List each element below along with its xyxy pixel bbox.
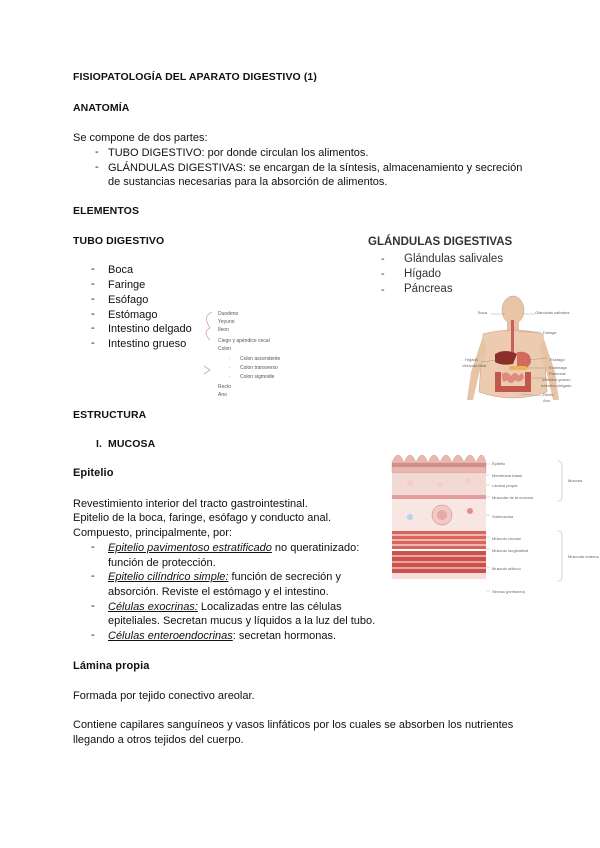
note-label: Recto xyxy=(218,384,232,390)
tubo-item: Intestino grueso xyxy=(108,338,187,350)
intro-text: Se compone de dos partes: xyxy=(73,132,208,144)
heading-elementos: ELEMENTOS xyxy=(73,205,140,217)
dash: - xyxy=(91,541,95,553)
wall-label: Muscular de la mucosa xyxy=(492,495,534,500)
lamina-line: Formada por tejido conectivo areolar. xyxy=(73,690,255,702)
epi-item xyxy=(108,541,359,556)
epi-item-cont: epiteliales. Secretan mucus y líquidos a la luz del tubo. xyxy=(108,615,376,627)
heading-glandulas: GLÁNDULAS DIGESTIVAS xyxy=(368,236,513,248)
note-label: Ciego y apéndice cecal xyxy=(218,338,270,344)
dash: - xyxy=(91,322,95,334)
tubo-item: Faringe xyxy=(108,279,146,291)
dash: - xyxy=(381,253,385,265)
note-label: Yeyuno xyxy=(218,319,235,325)
heading-mucosa: MUCOSA xyxy=(108,438,156,450)
section-number: I. xyxy=(96,438,103,450)
epi-item xyxy=(108,600,342,615)
dash: - xyxy=(381,268,385,280)
epitelio-line: Epitelio de la boca, faringe, esófago y conducto anal. xyxy=(73,512,332,524)
body-label: Estómago xyxy=(549,365,568,370)
wall-label: Serosa (peritoneo) xyxy=(492,589,526,594)
note-label: · xyxy=(229,356,231,362)
lamina-paragraph: Contiene capilares sanguíneos y vasos linfáticos por los cuales se absorben los nutrientes xyxy=(73,719,514,731)
part-glandulas-cont: de sustancias necesarias para la absorción de alimentos. xyxy=(108,176,388,188)
body-label: Intestino grueso xyxy=(542,377,571,382)
dash: - xyxy=(91,600,95,612)
dash: - xyxy=(91,263,95,275)
epi-rest: : secretan hormonas. xyxy=(232,630,337,642)
document-title: FISIOPATOLOGÍA DEL APARATO DIGESTIVO (1) xyxy=(73,71,317,83)
glandula-item: Glándulas salivales xyxy=(404,253,504,265)
epi-rest: función de secreción y xyxy=(228,571,341,583)
heading-tubo-digestivo: TUBO DIGESTIVO xyxy=(73,235,165,247)
epi-term: Epitelio cilíndrico simple: xyxy=(108,571,229,583)
wall-label: Músculo oblicuo xyxy=(492,566,521,571)
note-label: · xyxy=(229,374,231,380)
note-label: Ano xyxy=(218,392,227,398)
gi-wall-cross-section xyxy=(390,445,590,600)
dash: - xyxy=(91,570,95,582)
dash: - xyxy=(95,161,99,173)
note-label: Colon sigmoide xyxy=(240,374,275,380)
tubo-item: Intestino delgado xyxy=(108,323,192,335)
part-tubo: TUBO DIGESTIVO: por donde circulan los alimentos. xyxy=(108,147,369,159)
body-label: Glándulas salivales xyxy=(535,310,570,315)
note-label: Colon xyxy=(218,346,232,352)
note-label: Íleon xyxy=(218,327,229,333)
tubo-item: Boca xyxy=(108,264,134,276)
wall-label: Muscular externa xyxy=(568,554,599,559)
dash: - xyxy=(91,629,95,641)
dash: - xyxy=(91,337,95,349)
heading-lamina-propia: Lámina propia xyxy=(73,660,150,672)
epitelio-line: Compuesto, principalmente, por: xyxy=(73,527,232,539)
body-label: Boca xyxy=(478,310,488,315)
heading-epitelio: Epitelio xyxy=(73,467,114,479)
heading-anatomia: ANATOMÍA xyxy=(73,102,130,114)
wall-label: Membrana basal xyxy=(492,473,522,478)
epi-item-cont: absorción. Reviste el estómago y el intestino. xyxy=(108,586,329,598)
dash: - xyxy=(95,146,99,158)
note-label: Colon ascendente xyxy=(240,356,281,362)
dash: - xyxy=(91,308,95,320)
body-label: Faringe xyxy=(543,330,557,335)
part-glandulas: GLÁNDULAS DIGESTIVAS: se encargan de la síntesis, almacenamiento y secreción xyxy=(108,162,523,174)
dash: - xyxy=(381,284,385,296)
heading-estructura: ESTRUCTURA xyxy=(73,409,147,421)
wall-label: Submucosa xyxy=(492,514,514,519)
note-label: · xyxy=(229,365,231,371)
epi-term: Epitelio pavimentoso estratificado xyxy=(108,542,272,554)
epi-item-cont: función de protección. xyxy=(108,557,216,569)
note-label: Duodeno xyxy=(218,311,239,317)
lamina-paragraph: llegando a otros tejidos del cuerpo. xyxy=(73,734,244,746)
glandula-item: Páncreas xyxy=(404,283,453,294)
wall-label: Epitelio xyxy=(492,461,506,466)
epi-item xyxy=(108,629,336,644)
note-label: Colon transverso xyxy=(240,365,278,371)
body-label: Vesícula biliar xyxy=(462,363,487,368)
epi-term: Células enteroendocrinas xyxy=(108,630,233,642)
epitelio-line: Revestimiento interior del tracto gastrointestinal. xyxy=(73,498,308,510)
body-label: Intestino delgado xyxy=(541,383,572,388)
wall-label: Músculo circular xyxy=(492,536,521,541)
epi-rest: Localizadas entre las células xyxy=(197,601,342,613)
epi-term: Células exocrinas: xyxy=(108,601,198,613)
glandula-item: Hígado xyxy=(404,268,442,280)
wall-label: Mucosa xyxy=(568,478,583,483)
epi-item xyxy=(108,570,341,585)
dash: - xyxy=(91,293,95,305)
wall-label: Lámina propia xyxy=(492,483,518,488)
epi-rest: no queratinizado: xyxy=(271,542,360,554)
body-label: Esófago xyxy=(550,357,565,362)
body-label: Páncreas xyxy=(549,371,566,376)
tubo-item: Estómago xyxy=(108,309,158,321)
body-label: Recto xyxy=(543,392,554,397)
body-label: Hígado xyxy=(465,357,478,362)
dash: - xyxy=(91,278,95,290)
body-label: Ano xyxy=(543,398,551,403)
wall-label: Músculo longitudinal xyxy=(492,548,529,553)
tubo-item: Esófago xyxy=(108,294,149,306)
